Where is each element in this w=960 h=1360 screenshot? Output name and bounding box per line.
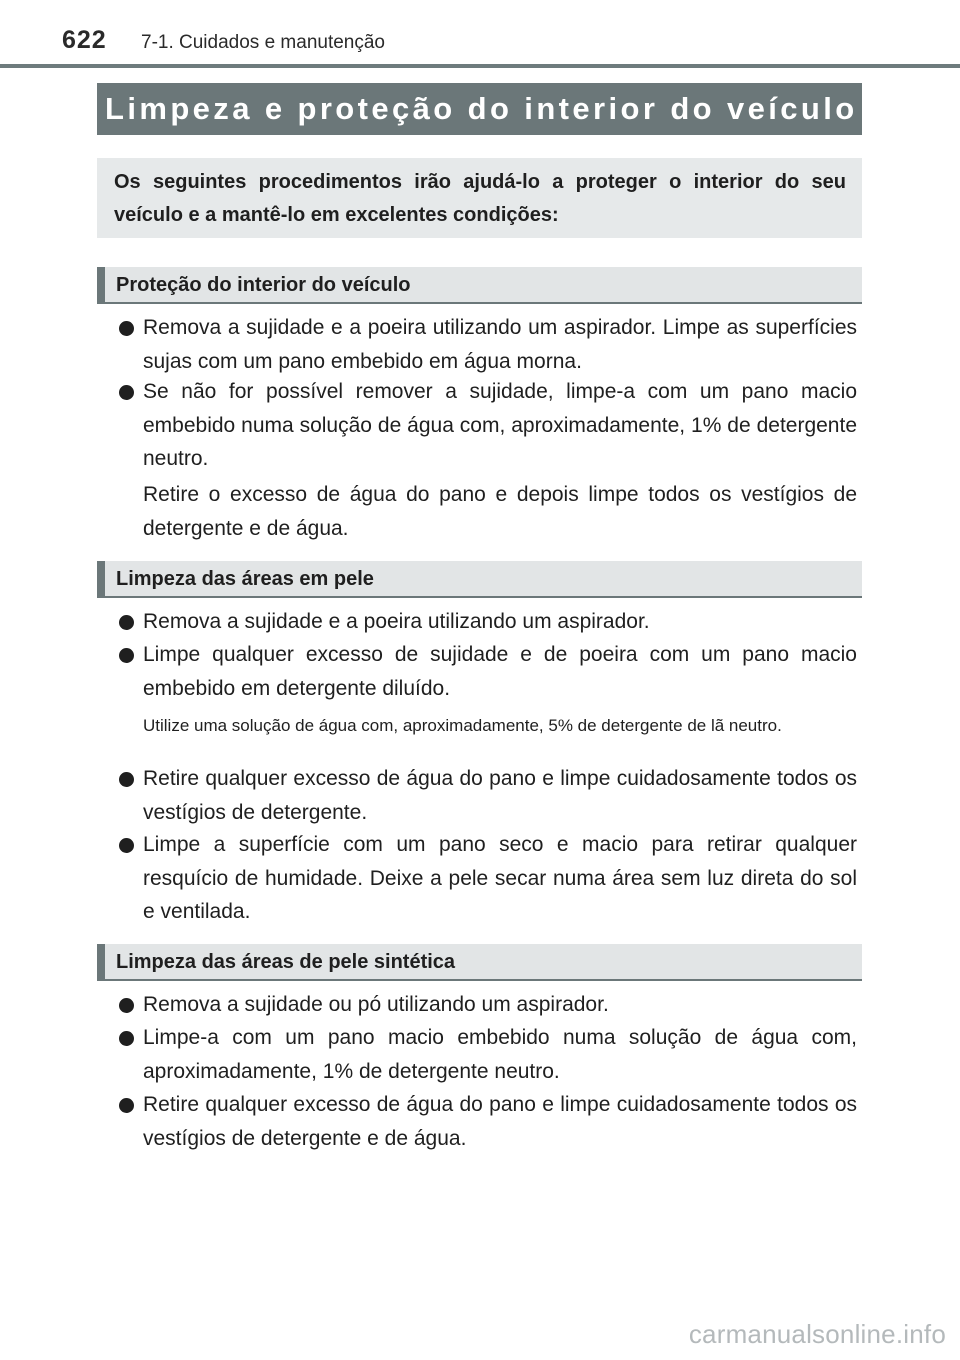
bullet-icon (119, 615, 134, 630)
list-item-text: Limpe qualquer excesso de sujidade e de poeira com um pano macio embebido em detergente diluído. (143, 643, 857, 700)
list-item (97, 311, 857, 378)
list-item-text: Limpe a superfície com um pano seco e macio para retirar qualquer resquício de humidade. Deixe a pele secar numa área sem luz direta do sol e ventilada. (143, 833, 857, 923)
bullet-icon (119, 648, 134, 663)
list-item (97, 1021, 857, 1088)
bullet-icon (119, 998, 134, 1013)
list-item (97, 1088, 857, 1155)
page-number: 622 (62, 26, 107, 54)
chapter-title: 7-1. Cuidados e manutenção (141, 32, 385, 53)
bullet-icon (119, 1031, 134, 1046)
list-item-text: Retire qualquer excesso de água do pano e limpe cuidadosamente todos os vestígios de detergente e de água. (143, 1093, 857, 1150)
bullet-icon (119, 838, 134, 853)
section-heading-protecao: Proteção do interior do veículo (97, 267, 862, 304)
list-item (97, 828, 857, 929)
bullet-icon (119, 1098, 134, 1113)
list-item-text: Remova a sujidade ou pó utilizando um aspirador. (143, 993, 609, 1016)
section-heading-pele: Limpeza das áreas em pele (97, 561, 862, 598)
list-item-text: Remova a sujidade e a poeira utilizando um aspirador. (143, 610, 650, 633)
note-text: Utilize uma solução de água com, aproximadamente, 5% de detergente de lã neutro. (143, 716, 782, 735)
list-item-text: Retire qualquer excesso de água do pano e limpe cuidadosamente todos os vestígios de detergente. (143, 767, 857, 824)
list-item (97, 605, 857, 639)
list-item-text: Remova a sujidade e a poeira utilizando um aspirador. Limpe as superfícies sujas com um pano embebido em água morna. (143, 316, 857, 373)
list-item (97, 375, 857, 476)
intro-box: Os seguintes procedimentos irão ajudá-lo a proteger o interior do seu veículo e a mantê-lo em excelentes condições: (97, 158, 862, 238)
list-item (97, 638, 857, 705)
header-rule (0, 64, 960, 68)
bullet-icon (119, 385, 134, 400)
page-title: Limpeza e proteção do interior do veículo (97, 83, 862, 135)
list-item (97, 762, 857, 829)
section-heading-pele-sintetica: Limpeza das áreas de pele sintética (97, 944, 862, 981)
list-item (97, 988, 857, 1022)
bullet-icon (119, 321, 134, 336)
list-item-text: Se não for possível remover a sujidade, limpe-a com um pano macio embebido numa solução de água com, aproximadamente, 1% de detergente neutro. (143, 380, 857, 470)
watermark: carmanualsonline.info (688, 1319, 946, 1349)
paragraph: Retire o excesso de água do pano e depois limpe todos os vestígios de detergente e de água. (143, 483, 857, 540)
bullet-icon (119, 772, 134, 787)
list-item-text: Limpe-a com um pano macio embebido numa solução de água com, aproximadamente, 1% de detergente neutro. (143, 1026, 857, 1083)
page-header (0, 0, 960, 70)
